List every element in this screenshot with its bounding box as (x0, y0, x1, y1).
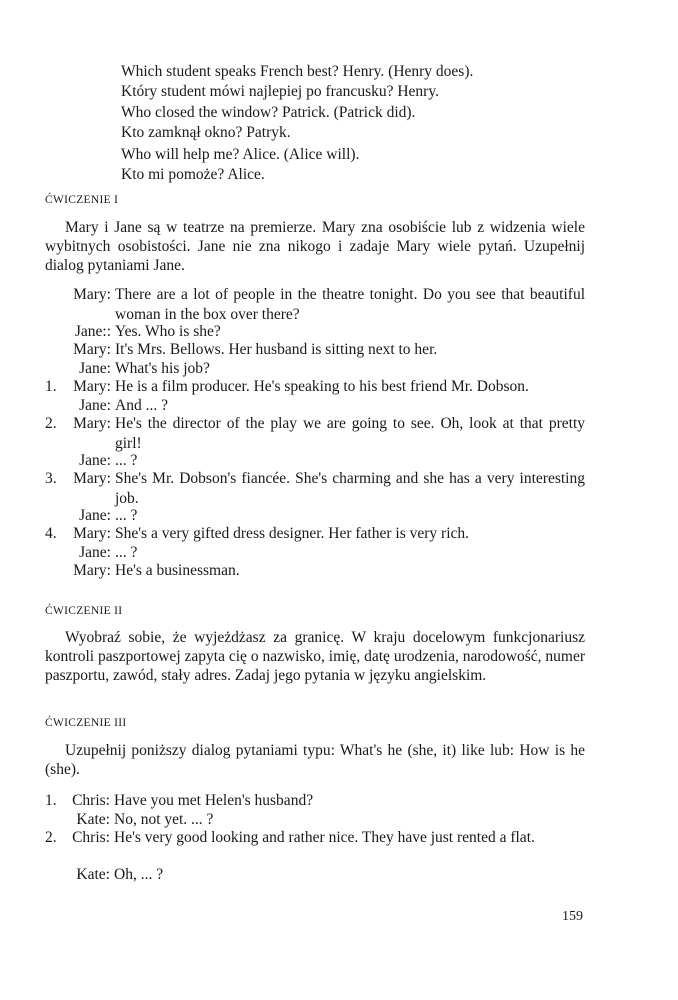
speaker: Mary: (73, 470, 111, 487)
example-line: Kto zamknął okno? Patryk. (121, 124, 291, 141)
dialog-line (0, 285, 678, 322)
exercise-heading: ĆWICZENIE II (45, 605, 123, 617)
dialog-line (0, 543, 678, 562)
speaker: Jane: (79, 451, 111, 469)
line-number: 4. (45, 525, 57, 542)
dialog-line (0, 396, 678, 415)
speaker: Kate: (76, 810, 110, 828)
speaker: Mary: (73, 286, 111, 303)
speaker: Mary: (73, 341, 111, 358)
page-number: 159 (562, 909, 583, 924)
example-line: Kto mi pomoże? Alice. (121, 166, 265, 183)
dialog-exercise-3 (0, 791, 678, 883)
dialog-line (0, 451, 678, 470)
line-text: What's his job? (115, 359, 210, 377)
speaker: Chris: (72, 792, 110, 809)
speaker: Chris: (72, 829, 110, 846)
line-number: 2. (45, 829, 57, 846)
dialog-line (0, 828, 678, 865)
speaker: Mary: (73, 562, 111, 579)
exercise-heading: ĆWICZENIE I (45, 194, 119, 206)
line-text: Have you met Helen's husband? (114, 792, 314, 809)
line-text: ... ? (115, 543, 138, 561)
dialog-line (0, 561, 678, 580)
line-text: There are a lot of people in the theatre tonight. Do you see that beautiful woman in the box over there? (115, 286, 585, 323)
dialog-line (0, 377, 678, 396)
line-text: ... ? (115, 506, 138, 524)
speaker: Jane: (79, 359, 111, 377)
line-text: And ... ? (115, 396, 168, 414)
dialog-line (0, 865, 678, 884)
line-text: No, not yet. ... ? (114, 810, 214, 828)
speaker: Kate: (76, 865, 110, 883)
dialog-line (0, 340, 678, 359)
example-line: Who closed the window? Patrick. (Patrick did). (121, 104, 416, 121)
line-text: He's very good looking and rather nice. They have just rented a flat. (114, 829, 535, 846)
speaker: Jane:: (74, 322, 111, 340)
line-text: ... ? (115, 451, 138, 469)
dialog-line (0, 506, 678, 525)
dialog-line (0, 524, 678, 543)
speaker: Mary: (73, 415, 111, 432)
line-number: 1. (45, 378, 57, 395)
dialog-line (0, 810, 678, 829)
line-number: 1. (45, 792, 57, 809)
exercise-instruction: Mary i Jane są w teatrze na premierze. Mary zna osobiście lub z widzenia wiele wybitnych osobistości. Jane nie zna nikogo i zadaje Mary wiele pytań. Uzupełnij dialog pytaniami Jane. (45, 219, 585, 274)
dialog-line (0, 359, 678, 378)
line-number: 3. (45, 470, 57, 487)
speaker: Mary: (73, 378, 111, 395)
dialog-line (0, 791, 678, 810)
line-text: He's a businessman. (115, 562, 240, 579)
dialog-line (0, 414, 678, 451)
line-text: Yes. Who is she? (115, 322, 221, 340)
exercise-instruction: Uzupełnij poniższy dialog pytaniami typu: What's he (she, it) like lub: How is he (she). (45, 742, 585, 778)
example-line: Who will help me? Alice. (Alice will). (121, 146, 360, 163)
exercise-heading: ĆWICZENIE III (45, 717, 127, 729)
dialog-line (0, 469, 678, 506)
speaker: Jane: (79, 543, 111, 561)
line-text: Oh, ... ? (114, 865, 164, 883)
example-line: Który student mówi najlepiej po francusku? Henry. (121, 83, 439, 100)
dialog-line (0, 322, 678, 341)
dialog-exercise-1 (0, 285, 678, 580)
example-line: Which student speaks French best? Henry. (Henry does). (121, 63, 474, 80)
line-text: She's a very gifted dress designer. Her father is very rich. (115, 525, 470, 542)
exercise-instruction: Wyobraź sobie, że wyjeżdżasz za granicę. W kraju docelowym funkcjonariusz kontroli paszportowej zapyta cię o nazwisko, imię, datę urodzenia, narodowość, numer paszportu, zawód, stały adres. Zadaj jego pytania w języku angielskim. (45, 629, 585, 684)
speaker: Jane: (79, 506, 111, 524)
line-number: 2. (45, 415, 57, 432)
line-text: He's the director of the play we are going to see. Oh, look at that pretty girl! (115, 415, 585, 452)
line-text: He is a film producer. He's speaking to his best friend Mr. Dobson. (115, 378, 529, 395)
speaker: Jane: (79, 396, 111, 414)
line-text: It's Mrs. Bellows. Her husband is sitting next to her. (115, 341, 438, 358)
speaker: Mary: (73, 525, 111, 542)
line-text: She's Mr. Dobson's fiancée. She's charming and she has a very interesting job. (115, 470, 585, 507)
